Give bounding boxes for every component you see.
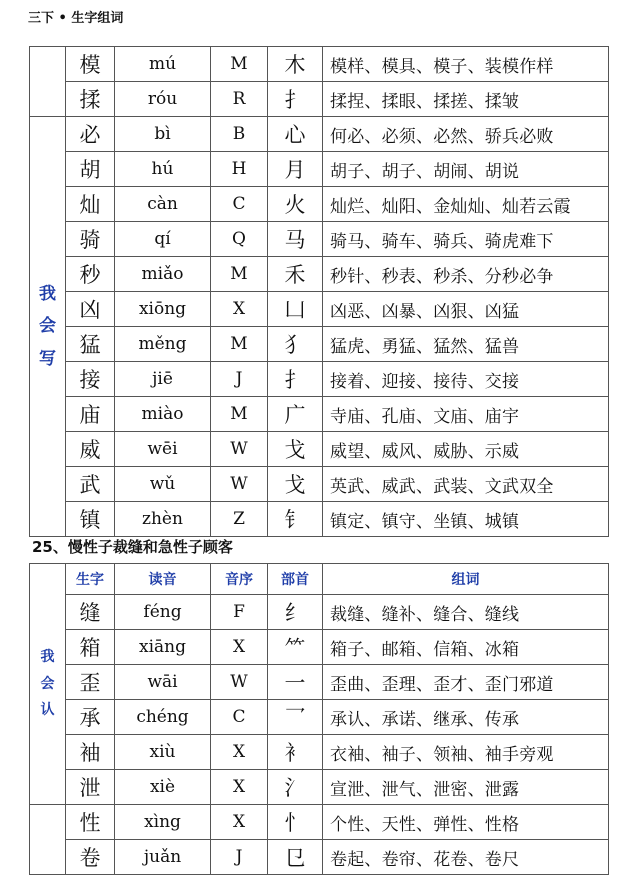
lesson-title-text: 25、慢性子裁缝和急性子顾客 — [32, 537, 233, 556]
words-cell: 揉捏、揉眼、揉搓、揉皱 — [323, 82, 609, 117]
pinyin-cell: hú — [115, 152, 211, 187]
column-header-radical: 部首 — [268, 564, 323, 595]
column-header-char: 生字 — [66, 564, 115, 595]
initial-cell: Q — [211, 222, 268, 257]
table-row — [30, 502, 609, 537]
pinyin-cell: zhèn — [115, 502, 211, 537]
table-row — [30, 47, 609, 82]
group-cell-read — [30, 564, 66, 805]
pinyin-cell: měng — [115, 327, 211, 362]
table-row — [30, 700, 609, 735]
table-header-row — [30, 564, 609, 595]
radical-cell: 钅 — [268, 502, 323, 537]
char-cell: 猛 — [66, 327, 115, 362]
pinyin-cell: róu — [115, 82, 211, 117]
pinyin-cell: miǎo — [115, 257, 211, 292]
char-cell: 卷 — [66, 840, 115, 875]
initial-cell: X — [211, 805, 268, 840]
radical-cell: 犭 — [268, 327, 323, 362]
words-cell: 衣袖、袖子、领袖、袖手旁观 — [323, 735, 609, 770]
pinyin-cell: xiè — [115, 770, 211, 805]
char-cell: 缝 — [66, 595, 115, 630]
radical-cell: 一 — [268, 665, 323, 700]
table-row — [30, 222, 609, 257]
initial-cell: C — [211, 187, 268, 222]
radical-cell: 忄 — [268, 805, 323, 840]
table-row — [30, 187, 609, 222]
char-cell: 模 — [66, 47, 115, 82]
radical-cell: 氵 — [268, 770, 323, 805]
initial-cell: M — [211, 257, 268, 292]
initial-cell: C — [211, 700, 268, 735]
table-row — [30, 362, 609, 397]
table-row — [30, 82, 609, 117]
char-cell: 接 — [66, 362, 115, 397]
group-cell-write-label: 我会写 — [39, 284, 56, 369]
table-row — [30, 770, 609, 805]
read-table — [29, 563, 609, 875]
group-cell-blank — [30, 47, 66, 117]
words-cell: 威望、威风、威胁、示威 — [323, 432, 609, 467]
radical-cell: 衤 — [268, 735, 323, 770]
pinyin-cell: xiāng — [115, 630, 211, 665]
char-cell: 灿 — [66, 187, 115, 222]
initial-cell: X — [211, 770, 268, 805]
pinyin-cell: mú — [115, 47, 211, 82]
pinyin-cell: bì — [115, 117, 211, 152]
initial-cell: M — [211, 47, 268, 82]
initial-cell: Z — [211, 502, 268, 537]
char-cell: 承 — [66, 700, 115, 735]
words-cell: 镇定、镇守、坐镇、城镇 — [323, 502, 609, 537]
table-row — [30, 257, 609, 292]
initial-cell: R — [211, 82, 268, 117]
write-table-body — [30, 47, 609, 537]
initial-cell: X — [211, 735, 268, 770]
page-header — [0, 0, 640, 32]
initial-cell: X — [211, 292, 268, 327]
table-row — [30, 432, 609, 467]
char-cell: 凶 — [66, 292, 115, 327]
table-row — [30, 467, 609, 502]
words-cell: 个性、天性、弹性、性格 — [323, 805, 609, 840]
words-cell: 秒针、秒表、秒杀、分秒必争 — [323, 257, 609, 292]
char-cell: 胡 — [66, 152, 115, 187]
words-cell: 凶恶、凶暴、凶狠、凶猛 — [323, 292, 609, 327]
pinyin-cell: chéng — [115, 700, 211, 735]
pinyin-cell: féng — [115, 595, 211, 630]
radical-cell: 火 — [268, 187, 323, 222]
char-cell: 必 — [66, 117, 115, 152]
words-cell: 宣泄、泄气、泄密、泄露 — [323, 770, 609, 805]
initial-cell: M — [211, 327, 268, 362]
words-cell: 歪曲、歪理、歪才、歪门邪道 — [323, 665, 609, 700]
column-header-pinyin: 读音 — [115, 564, 211, 595]
radical-cell: 纟 — [268, 595, 323, 630]
char-cell: 庙 — [66, 397, 115, 432]
table-row — [30, 152, 609, 187]
pinyin-cell: wāi — [115, 665, 211, 700]
words-cell: 裁缝、缝补、缝合、缝线 — [323, 595, 609, 630]
table-row — [30, 805, 609, 840]
radical-cell: 木 — [268, 47, 323, 82]
initial-cell: F — [211, 595, 268, 630]
table-row — [30, 327, 609, 362]
char-cell: 威 — [66, 432, 115, 467]
words-cell: 寺庙、孔庙、文庙、庙宇 — [323, 397, 609, 432]
words-cell: 英武、威武、武装、文武双全 — [323, 467, 609, 502]
group-cell-write — [30, 117, 66, 537]
char-cell: 揉 — [66, 82, 115, 117]
char-cell: 袖 — [66, 735, 115, 770]
radical-cell: 㔾 — [268, 840, 323, 875]
pinyin-cell: wēi — [115, 432, 211, 467]
lesson-title — [32, 533, 233, 559]
radical-cell: 扌 — [268, 362, 323, 397]
words-cell: 猛虎、勇猛、猛然、猛兽 — [323, 327, 609, 362]
column-header-words: 组词 — [323, 564, 609, 595]
words-cell: 胡子、胡子、胡闹、胡说 — [323, 152, 609, 187]
initial-cell: H — [211, 152, 268, 187]
words-cell: 骑马、骑车、骑兵、骑虎难下 — [323, 222, 609, 257]
initial-cell: J — [211, 362, 268, 397]
pinyin-cell: càn — [115, 187, 211, 222]
table-row — [30, 735, 609, 770]
radical-cell: 扌 — [268, 82, 323, 117]
initial-cell: W — [211, 432, 268, 467]
pinyin-cell: jiē — [115, 362, 211, 397]
radical-cell: 凵 — [268, 292, 323, 327]
radical-cell: ⺮ — [268, 630, 323, 665]
pinyin-cell: wǔ — [115, 467, 211, 502]
pinyin-cell: qí — [115, 222, 211, 257]
words-cell: 箱子、邮箱、信箱、冰箱 — [323, 630, 609, 665]
pinyin-cell: miào — [115, 397, 211, 432]
radical-cell: 禾 — [268, 257, 323, 292]
pinyin-cell: xìng — [115, 805, 211, 840]
initial-cell: W — [211, 467, 268, 502]
radical-cell: 心 — [268, 117, 323, 152]
char-cell: 骑 — [66, 222, 115, 257]
words-cell: 何必、必须、必然、骄兵必败 — [323, 117, 609, 152]
page-title: 三下 • 生字组词 — [28, 10, 124, 26]
pinyin-cell: xiù — [115, 735, 211, 770]
char-cell: 泄 — [66, 770, 115, 805]
words-cell: 灿烂、灿阳、金灿灿、灿若云霞 — [323, 187, 609, 222]
char-cell: 性 — [66, 805, 115, 840]
write-table — [29, 46, 609, 537]
words-cell: 承认、承诺、继承、传承 — [323, 700, 609, 735]
char-cell: 镇 — [66, 502, 115, 537]
radical-cell: 戈 — [268, 432, 323, 467]
read-table-body — [30, 564, 609, 875]
table-row — [30, 665, 609, 700]
table-row — [30, 840, 609, 875]
table-row — [30, 630, 609, 665]
column-header-initial: 音序 — [211, 564, 268, 595]
table-row — [30, 292, 609, 327]
pinyin-cell: xiōng — [115, 292, 211, 327]
char-cell: 歪 — [66, 665, 115, 700]
radical-cell: 广 — [268, 397, 323, 432]
char-cell: 箱 — [66, 630, 115, 665]
words-cell: 卷起、卷帘、花卷、卷尺 — [323, 840, 609, 875]
radical-cell: 马 — [268, 222, 323, 257]
group-cell-read-label: 我会认 — [40, 649, 55, 719]
initial-cell: W — [211, 665, 268, 700]
initial-cell: J — [211, 840, 268, 875]
char-cell: 武 — [66, 467, 115, 502]
group-cell-blank-bottom — [30, 805, 66, 875]
words-cell: 接着、迎接、接待、交接 — [323, 362, 609, 397]
radical-cell: 乛 — [268, 700, 323, 735]
words-cell: 模样、模具、模子、装模作样 — [323, 47, 609, 82]
initial-cell: B — [211, 117, 268, 152]
table-row — [30, 117, 609, 152]
pinyin-cell: juǎn — [115, 840, 211, 875]
radical-cell: 月 — [268, 152, 323, 187]
char-cell: 秒 — [66, 257, 115, 292]
radical-cell: 戈 — [268, 467, 323, 502]
table-row — [30, 595, 609, 630]
initial-cell: M — [211, 397, 268, 432]
initial-cell: X — [211, 630, 268, 665]
table-row — [30, 397, 609, 432]
